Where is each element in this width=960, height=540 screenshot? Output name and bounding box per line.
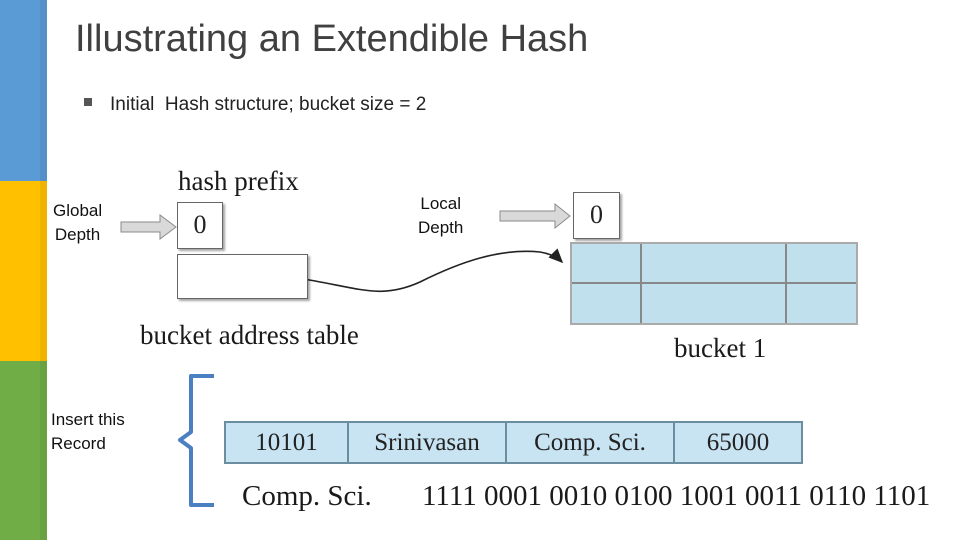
bucket-cell: [787, 284, 856, 324]
bucket-cell: [787, 244, 856, 284]
bucket-cell: [572, 284, 642, 324]
insert-record-label-line2: Record: [51, 434, 106, 453]
hash-value: 1111 0001 0010 0100 1001 0011 0110 1101: [422, 480, 931, 512]
record-id: 10101: [226, 423, 349, 462]
local-depth-arrow-icon: [500, 204, 570, 228]
record-dept: Comp. Sci.: [507, 423, 675, 462]
bracket-icon: [180, 376, 214, 505]
bucket: [570, 242, 858, 325]
local-depth-label: [418, 192, 463, 240]
insert-record-label: [51, 408, 125, 456]
insert-record-row: [224, 421, 803, 464]
local-depth-label-line2: Depth: [418, 218, 464, 237]
hash-key: Comp. Sci.: [242, 480, 372, 512]
bucket-address-table-entry: [177, 254, 308, 299]
local-depth-label-line1: Local: [420, 194, 461, 213]
record-name: Srinivasan: [349, 423, 507, 462]
bucket-address-table-label: bucket address table: [140, 320, 359, 350]
global-depth-label-line2: Depth: [54, 225, 101, 244]
global-depth-arrow-icon: [121, 215, 176, 239]
pointer-arrow-icon: [298, 251, 562, 291]
bucket-cell: [642, 244, 787, 284]
global-depth-label: [53, 199, 102, 247]
bucket-cell: [642, 284, 787, 324]
hash-prefix-label: hash prefix: [178, 166, 299, 196]
global-depth-label-line1: Global: [53, 201, 103, 220]
bucket-label: bucket 1: [674, 333, 767, 363]
local-depth-value: 0: [573, 192, 620, 239]
bullet-text: Initial Hash structure; bucket size = 2: [110, 94, 427, 115]
bucket-cell: [572, 244, 642, 284]
slide-title: Illustrating an Extendible Hash: [75, 18, 589, 60]
global-depth-value: 0: [177, 202, 223, 249]
insert-record-label-line1: Insert this: [51, 410, 125, 429]
record-salary: 65000: [706, 429, 770, 456]
